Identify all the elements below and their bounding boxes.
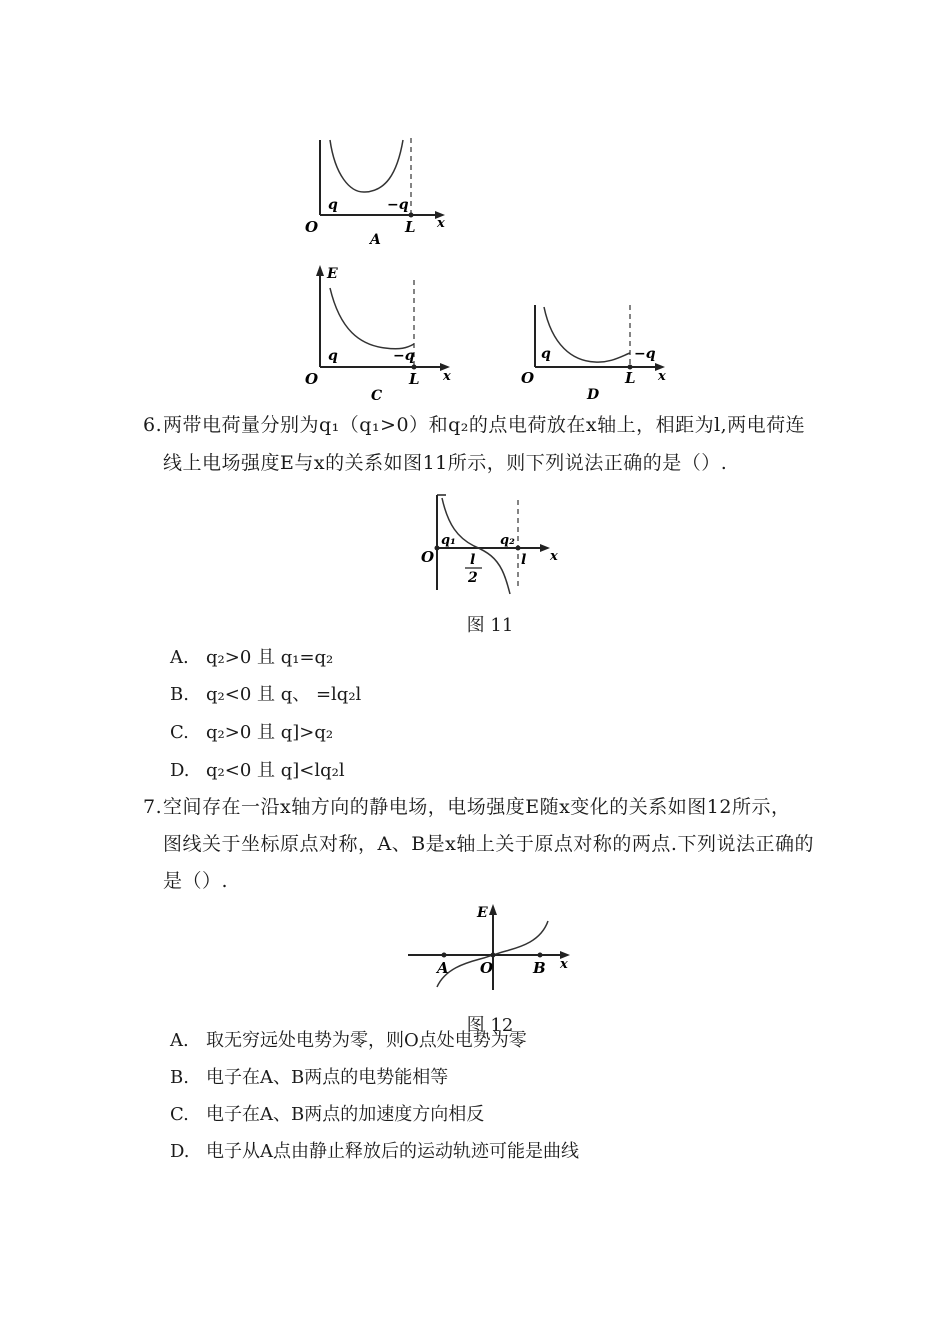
fig11-l: l	[521, 552, 527, 568]
graph-c-L: L	[409, 370, 420, 388]
figure-12-caption: 图 12	[466, 1015, 514, 1036]
q7-option-b-text: 电子在A、B两点的电势能相等	[206, 1067, 449, 1088]
fig12-O-label: O	[480, 959, 494, 977]
graph-c-q-right: −q	[393, 348, 415, 364]
graph-d-L: L	[625, 369, 636, 387]
graph-c-q-left: q	[328, 348, 338, 364]
graph-a-q-right: −q	[387, 197, 409, 213]
fig11-l-dot	[516, 546, 521, 551]
question-7-line-2: 图线关于坐标原点对称，A、B是x轴上关于原点对称的两点.下列说法正确的	[163, 833, 814, 855]
q6-option-c[interactable]	[170, 720, 333, 746]
graph-d-caption: D	[587, 387, 600, 400]
q6-option-a-label: A.	[170, 647, 189, 668]
fig11-x-label: x	[550, 549, 558, 564]
q6-option-d[interactable]	[170, 758, 345, 784]
graph-d-curve	[544, 307, 630, 362]
q7-option-c-text: 电子在A、B两点的加速度方向相反	[206, 1104, 485, 1125]
q6-option-a-text: q₂>0 且 q₁=q₂	[206, 647, 334, 668]
graph-a	[295, 135, 465, 250]
question-7-line-1: 空间存在一沿x轴方向的静电场，电场强度E随x变化的关系如图12所示，	[163, 796, 791, 818]
fig11-half-num: l	[470, 552, 476, 568]
graph-c-x-label: x	[443, 369, 451, 384]
graph-a-L-dot	[409, 213, 414, 218]
q6-option-b-text: q₂<0 且 q、 =lq₂l	[206, 684, 362, 705]
graph-c-origin: O	[305, 370, 319, 388]
question-6-number: 6.	[143, 414, 163, 436]
q7-option-d-text: 电子从A点由静止释放后的运动轨迹可能是曲线	[206, 1141, 579, 1162]
graph-a-caption: A	[370, 232, 381, 248]
question-7-line-3: 是（）.	[163, 870, 229, 892]
q6-option-d-label: D.	[170, 760, 190, 781]
question-7-number: 7.	[143, 796, 163, 818]
graph-c-y-arrow	[316, 265, 324, 276]
fig11-q1: q₁	[441, 533, 456, 548]
fig11-half-den: 2	[468, 570, 478, 586]
q6-option-b[interactable]	[170, 682, 361, 708]
question-6-line-2: 线上电场强度E与x的关系如图11所示，则下列说法正确的是（）.	[163, 452, 728, 474]
question-6-line-1: 两带电荷量分别为q₁（q₁>0）和q₂的点电荷放在x轴上，相距为l,两电荷连	[163, 414, 806, 436]
q7-option-d[interactable]	[170, 1139, 579, 1165]
q7-option-a-label: A.	[170, 1030, 189, 1051]
graph-d-x-label: x	[658, 369, 666, 384]
fig11-origin-dot	[435, 546, 440, 551]
graph-d	[510, 295, 680, 400]
fig12-E-label: E	[477, 905, 488, 921]
fig12-A-dot	[442, 953, 447, 958]
graph-d-origin: O	[521, 369, 535, 387]
graph-c-E-label: E	[327, 266, 338, 282]
graph-c-L-dot	[412, 365, 417, 370]
q7-option-b[interactable]	[170, 1065, 448, 1091]
graph-d-q-right: −q	[634, 346, 656, 362]
fig12-O-dot	[491, 953, 496, 958]
figure-11	[410, 490, 575, 600]
q7-option-c[interactable]	[170, 1102, 484, 1128]
figure-11-caption: 图 11	[466, 615, 514, 636]
fig12-y-arrow	[489, 904, 497, 915]
graph-a-L: L	[405, 218, 416, 236]
fig12-x-label: x	[560, 957, 568, 972]
graph-c-caption: C	[371, 388, 383, 400]
figure-12	[400, 895, 580, 1000]
q7-option-a[interactable]	[170, 1028, 527, 1054]
fig11-x-arrow	[540, 544, 550, 552]
graph-c-curve	[330, 288, 414, 349]
q7-option-b-label: B.	[170, 1067, 189, 1088]
q6-option-b-label: B.	[170, 684, 189, 705]
q7-option-d-label: D.	[170, 1141, 190, 1162]
q7-option-a-text: 取无穷远处电势为零，则O点处电势为零	[206, 1030, 527, 1051]
fig12-B-label: B	[533, 959, 546, 977]
fig12-A-label: A	[437, 959, 449, 977]
graph-d-q-left: q	[541, 346, 551, 362]
fig12-B-dot	[538, 953, 543, 958]
graph-a-origin: O	[305, 218, 319, 236]
q6-option-a[interactable]	[170, 645, 333, 671]
q6-option-d-text: q₂<0 且 q]<lq₂l	[206, 760, 345, 781]
q6-option-c-text: q₂>0 且 q]>q₂	[206, 722, 334, 743]
q6-option-c-label: C.	[170, 722, 189, 743]
graph-a-curve	[330, 140, 403, 192]
graph-a-q-left: q	[328, 197, 338, 213]
q7-option-c-label: C.	[170, 1104, 189, 1125]
fig11-origin: O	[421, 548, 435, 566]
graph-c	[295, 260, 470, 400]
graph-a-x-label: x	[437, 216, 445, 231]
fig11-q2: q₂	[500, 533, 515, 548]
